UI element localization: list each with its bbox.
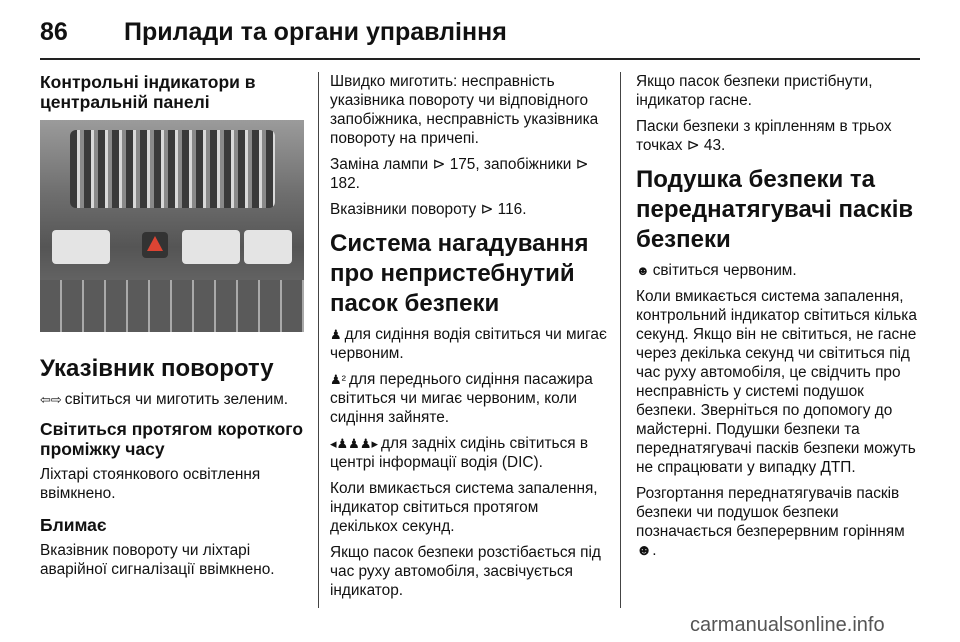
- section-title: Контрольні індикатори в центральній панелі: [40, 72, 256, 112]
- rear-seat-text: ◂♟♟♟▸ для задніх сидінь світиться в центрі інформації водія (DIC).: [330, 435, 589, 471]
- unfasten-text: Якщо пасок безпеки розстібається під час руху автомобіля, засвічується індикатор.: [330, 544, 601, 599]
- seatbelt-passenger-icon: ♟²: [330, 372, 346, 387]
- dashboard-photo: [40, 120, 304, 332]
- lamp-ref-text: Заміна лампи ⊳ 175, запобіжники ⊳ 182.: [330, 156, 589, 192]
- button-row: [52, 230, 292, 264]
- column-2: [330, 72, 608, 607]
- blink-heading: Блимає: [40, 515, 107, 535]
- fast-blink-text: Швидко миготить: несправність указівника повороту чи відповідного запобіжника, несправність указівника повороту на причепі.: [330, 73, 599, 147]
- ignition-text: Коли вмикається система запалення, індикатор світиться протягом декількох секунд.: [330, 480, 598, 535]
- passenger-seat-text: ♟² для переднього сидіння пасажира світиться чи мигає червоним, коли сидіння зайняте.: [330, 371, 593, 426]
- deploy-text: Розгортання переднатягувачів пасків безпеки чи подушок безпеки позначається безперервним горінням ☻.: [636, 485, 905, 559]
- three-point-text: Паски безпеки з кріпленням в трьох точках ⊳ 43.: [636, 118, 892, 154]
- chapter-title: Прилади та органи управління: [124, 18, 507, 46]
- column-divider-2: [620, 72, 621, 608]
- hazard-icon: [142, 232, 168, 258]
- driver-seat-text: ♟ для сидіння водія світиться чи мигає червоним.: [330, 326, 607, 362]
- header-rule: [40, 58, 920, 60]
- airbag-red-text: ☻ світиться червоним.: [636, 262, 797, 279]
- seatbelt-driver-icon: ♟: [330, 327, 342, 342]
- airbag-long-text: Коли вмикається система запалення, контрольний індикатор світиться кілька секунд. Якщо він не світиться, не гасне через декілька секунд чи світиться під час руху автомобіля, це свідчить про несправність у системі подушок безпеки. Зверніться по допомогу до майстерні. Подушки безпеки та переднатягувачі пасків безпеки можуть не спрацювати у випадку ДТП.: [636, 288, 917, 476]
- turn-signal-text: ⇦⇨ світиться чи миготить зеленим.: [40, 391, 289, 408]
- control-panel: [40, 280, 304, 332]
- airbag-icon: ☻: [636, 263, 650, 278]
- page-number: 86: [40, 18, 68, 46]
- turn-signal-icon: ⇦⇨: [40, 392, 62, 407]
- column-3: [636, 72, 926, 567]
- seatbelt-heading: Система нагадування про непристебнутий пасок безпеки: [330, 230, 589, 317]
- panel-button: [52, 230, 110, 264]
- panel-button: [182, 230, 240, 264]
- air-vent: [70, 130, 275, 208]
- seatbelt-rear-icon: ◂♟♟♟▸: [330, 436, 379, 451]
- panel-button: [244, 230, 292, 264]
- fasten-text: Якщо пасок безпеки пристібнути, індикатор гасне.: [636, 73, 873, 109]
- column-1: [40, 72, 306, 586]
- indicator-ref-text: Вказівники повороту ⊳ 116.: [330, 201, 527, 218]
- turn-signal-heading: Указівник повороту: [40, 355, 274, 382]
- brief-text: Ліхтарі стоянкового освітлення ввімкнено.: [40, 466, 261, 502]
- watermark: carmanualsonline.info: [690, 614, 885, 636]
- page-header: [40, 18, 920, 54]
- brief-heading: Світиться протягом короткого проміжку часу: [40, 419, 304, 459]
- airbag-heading: Подушка безпеки та переднатягувачі пасків безпеки: [636, 166, 914, 253]
- blink-text: Вказівник повороту чи ліхтарі аварійної сигналізації ввімкнено.: [40, 542, 275, 578]
- column-divider-1: [318, 72, 319, 608]
